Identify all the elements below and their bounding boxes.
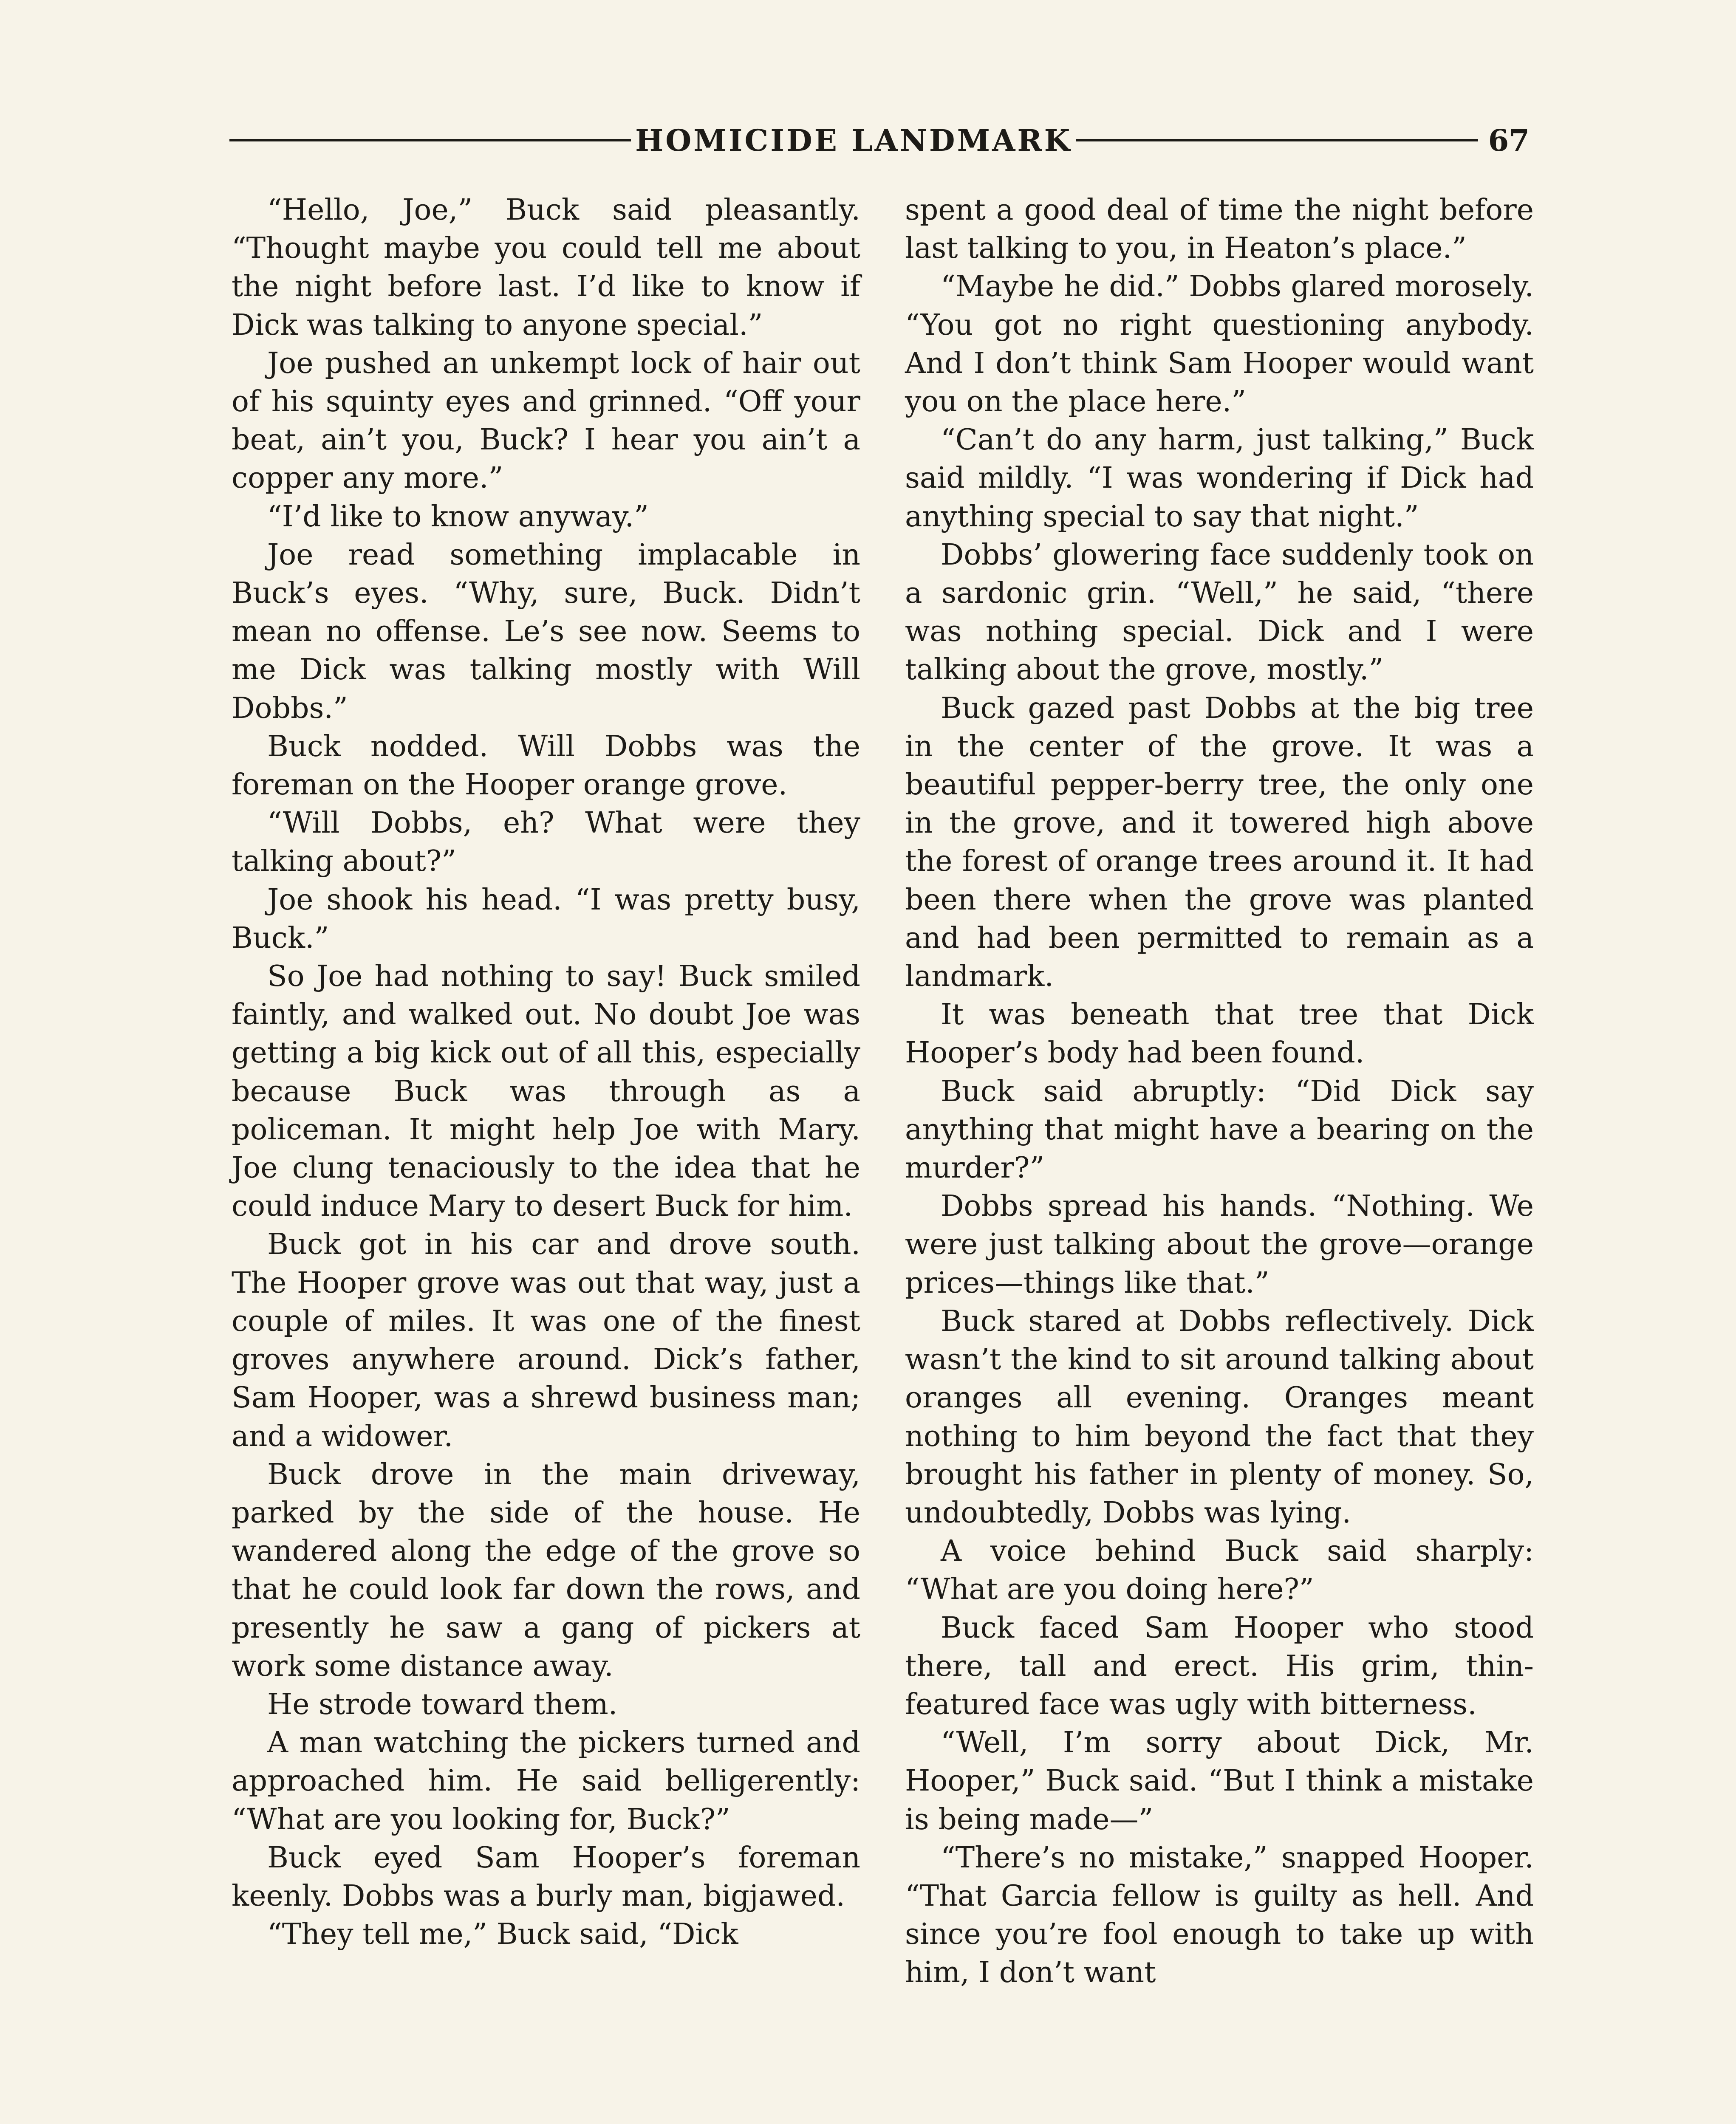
paragraph: “Well, I’m sorry about Dick, Mr. Hooper,” Buck said. “But I think a mistake is being made—”: [905, 1726, 1534, 1836]
paragraph: “There’s no mistake,” snapped Hooper. “That Garcia fellow is guilty as hell. And since you’re fool enough to take up with him, I don’t want: [905, 1841, 1534, 1990]
paragraph: “Hello, Joe,” Buck said pleasantly. “Thought maybe you could tell me about the night before last. I’d like to know if Dick was talking to anyone special.”: [232, 193, 860, 342]
paragraph: Buck eyed Sam Hooper’s foreman keenly. Dobbs was a burly man, bigjawed.: [232, 1841, 860, 1913]
header-rule-left: [229, 139, 631, 141]
paragraph: Joe pushed an unkempt lock of hair out of his squinty eyes and grinned. “Off your beat, ain’t you, Buck? I hear you ain’t a copper any more.”: [232, 346, 860, 495]
header-title: HOMICIDE LANDMARK: [635, 122, 1072, 158]
paragraph: “Maybe he did.” Dobbs glared morosely. “You got no right questioning anybody. And I don’t think Sam Hooper would want you on the place here.”: [905, 270, 1534, 419]
paragraph: Buck got in his car and drove south. The Hooper grove was out that way, just a couple of miles. It was one of the finest groves anywhere around. Dick’s father, Sam Hooper, was a shrewd business man; and a widower.: [232, 1228, 860, 1453]
paragraph: “Can’t do any harm, just talking,” Buck said mildly. “I was wondering if Dick had anything special to say that night.”: [905, 423, 1534, 534]
paragraph: “They tell me,” Buck said, “Dick: [267, 1918, 738, 1952]
left-column: [232, 191, 860, 1954]
paragraph: Buck said abruptly: “Did Dick say anything that might have a bearing on the murder?”: [905, 1074, 1534, 1185]
paragraph: A man watching the pickers turned and approached him. He said belligerently: “What are you looking for, Buck?”: [232, 1726, 860, 1836]
paragraph: “Will Dobbs, eh? What were they talking about?”: [232, 806, 860, 878]
header-rule-right: [1076, 139, 1478, 141]
paragraph: Buck stared at Dobbs reflectively. Dick wasn’t the kind to sit around talking about oranges all evening. Oranges meant nothing to him beyond the fact that they brought his father in plenty of money. So, undoubtedly, Dobbs was lying.: [905, 1304, 1534, 1530]
paragraph-continued: spent a good deal of time the night before last talking to you, in Heaton’s place.”: [905, 193, 1534, 266]
right-column: [905, 191, 1534, 1992]
paragraph: Buck drove in the main driveway, parked by the side of the house. He wandered along the edge of the grove so that he could look far down the rows, and presently he saw a gang of pickers at work some distance away.: [232, 1457, 860, 1683]
paragraph: Dobbs spread his hands. “Nothing. We were just talking about the grove—orange prices—things like that.”: [905, 1189, 1534, 1300]
paragraph: Buck nodded. Will Dobbs was the foreman on the Hooper orange grove.: [232, 729, 860, 802]
running-header: [229, 121, 1530, 159]
paragraph: So Joe had nothing to say! Buck smiled faintly, and walked out. No doubt Joe was getting a big kick out of all this, especially because Buck was through as a policeman. It might help Joe with Mary. Joe clung tenaciously to the idea that he could induce Mary to desert Buck for him.: [232, 960, 860, 1223]
paragraph: “I’d like to know anyway.”: [267, 500, 649, 534]
paragraph: A voice behind Buck said sharply: “What are you doing here?”: [905, 1534, 1534, 1607]
paragraph: Joe read something implacable in Buck’s eyes. “Why, sure, Buck. Didn’t mean no offense. Le’s see now. Seems to me Dick was talking mostly with Will Dobbs.”: [232, 538, 860, 725]
paragraph: Buck faced Sam Hooper who stood there, tall and erect. His grim, thin-featured face was ugly with bitterness.: [905, 1611, 1534, 1721]
paragraph: Joe shook his head. “I was pretty busy, Buck.”: [232, 883, 860, 955]
paragraph: Buck gazed past Dobbs at the big tree in the center of the grove. It was a beautiful pepper-berry tree, the only one in the grove, and it towered high above the forest of orange trees around it. It had been there when the grove was planted and had been permitted to remain as a landmark.: [905, 691, 1534, 994]
paragraph: Dobbs’ glowering face suddenly took on a sardonic grin. “Well,” he said, “there was nothing special. Dick and I were talking about the grove, mostly.”: [905, 538, 1534, 687]
paragraph: It was beneath that tree that Dick Hooper’s body had been found.: [905, 998, 1534, 1070]
page-number: 67: [1488, 122, 1530, 158]
paragraph: He strode toward them.: [267, 1687, 618, 1721]
